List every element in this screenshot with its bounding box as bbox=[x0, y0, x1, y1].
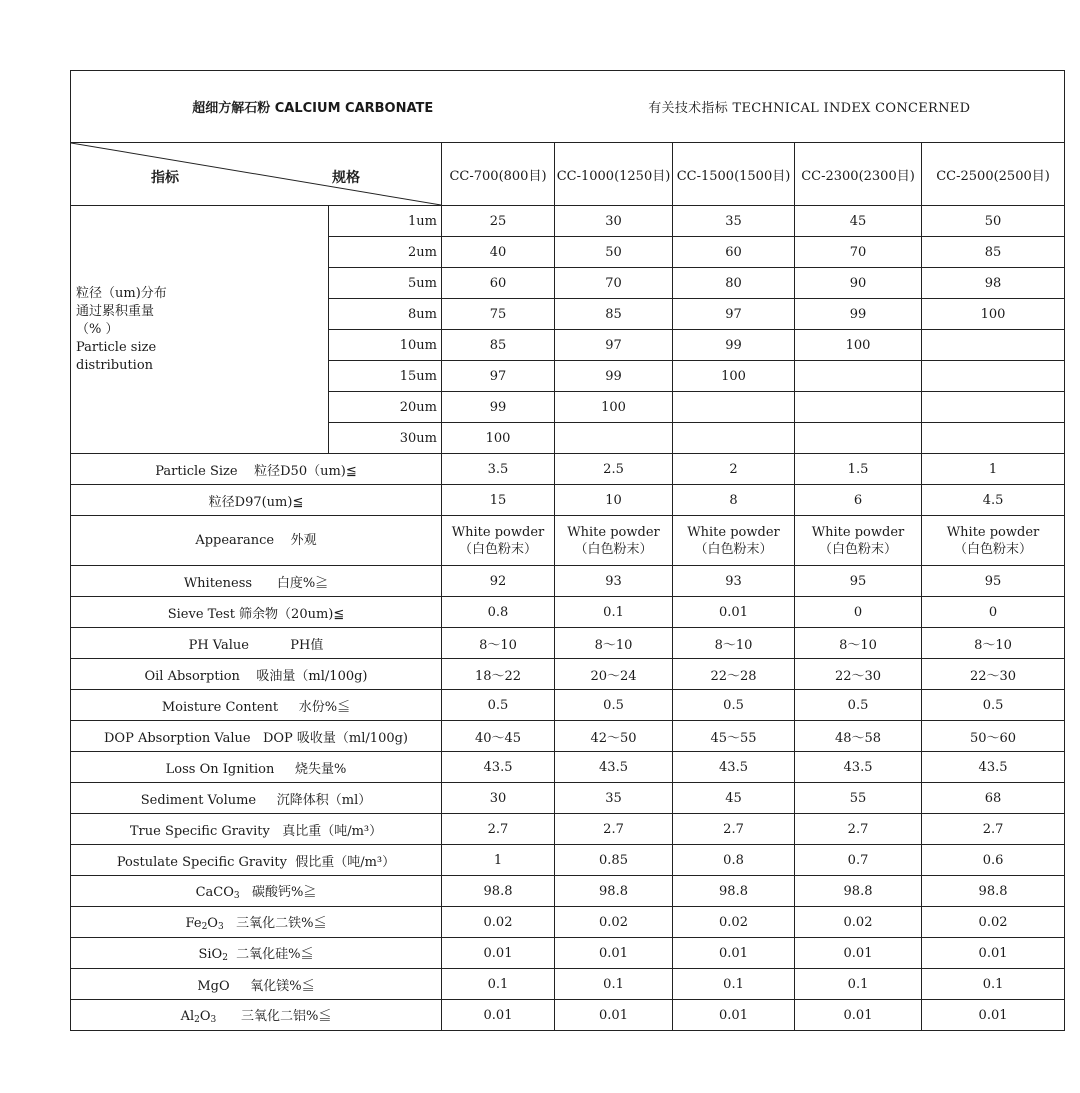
formula-subscript: 3 bbox=[210, 1015, 217, 1025]
value-cell: 75 bbox=[442, 299, 555, 330]
value-cell: 1 bbox=[922, 454, 1065, 485]
property-label: Loss On Ignition 烧失量% bbox=[71, 752, 442, 783]
property-label: True Specific Gravity 真比重（吨/m³） bbox=[71, 814, 442, 845]
property-row bbox=[71, 907, 1065, 938]
value-cell: 8～10 bbox=[673, 628, 795, 659]
value-cell: 0 bbox=[795, 597, 922, 628]
property-label: PH Value PH值 bbox=[71, 628, 442, 659]
formula-subscript: 3 bbox=[217, 922, 224, 932]
value-cell: 4.5 bbox=[922, 485, 1065, 516]
property-label: Postulate Specific Gravity 假比重（吨/m³） bbox=[71, 845, 442, 876]
value-cell: 85 bbox=[922, 237, 1065, 268]
value-cell: 40～45 bbox=[442, 721, 555, 752]
grade-header: CC-1000(1250目) bbox=[555, 143, 673, 206]
property-row bbox=[71, 1000, 1065, 1031]
value-cell: 3.5 bbox=[442, 454, 555, 485]
value-cell: 0.02 bbox=[922, 907, 1065, 938]
value-cell: 2.7 bbox=[442, 814, 555, 845]
value-cell: 42～50 bbox=[555, 721, 673, 752]
value-cell bbox=[555, 423, 673, 454]
value-cell: 0.6 bbox=[922, 845, 1065, 876]
property-row bbox=[71, 597, 1065, 628]
value-cell: 97 bbox=[673, 299, 795, 330]
property-label: MgO 氧化镁%≦ bbox=[71, 969, 442, 1000]
value-cell bbox=[922, 361, 1065, 392]
value-cell: 99 bbox=[795, 299, 922, 330]
value-cell: 97 bbox=[555, 330, 673, 361]
value-cell bbox=[795, 392, 922, 423]
value-cell: 35 bbox=[555, 783, 673, 814]
value-cell: 50 bbox=[555, 237, 673, 268]
property-label: Particle Size 粒径D50（um)≦ bbox=[71, 454, 442, 485]
value-cell: 85 bbox=[555, 299, 673, 330]
property-row bbox=[71, 721, 1065, 752]
value-cell: 0.5 bbox=[673, 690, 795, 721]
value-cell: 0.5 bbox=[555, 690, 673, 721]
value-cell: 90 bbox=[795, 268, 922, 299]
value-cell: 0.5 bbox=[922, 690, 1065, 721]
value-cell: 0.01 bbox=[673, 1000, 795, 1031]
value-cell: 60 bbox=[442, 268, 555, 299]
value-cell: 18～22 bbox=[442, 659, 555, 690]
value-cell: 20～24 bbox=[555, 659, 673, 690]
property-row bbox=[71, 876, 1065, 907]
property-row bbox=[71, 752, 1065, 783]
value-cell: White powder （白色粉末） bbox=[795, 516, 922, 566]
value-cell: 97 bbox=[442, 361, 555, 392]
value-cell: 0.8 bbox=[442, 597, 555, 628]
value-cell: 0.02 bbox=[442, 907, 555, 938]
value-cell: 15 bbox=[442, 485, 555, 516]
spec-header-row bbox=[71, 143, 1065, 206]
particle-size-cell: 15um bbox=[329, 361, 442, 392]
formula-text: O bbox=[207, 916, 218, 931]
value-cell bbox=[673, 423, 795, 454]
property-row bbox=[71, 454, 1065, 485]
value-cell: 43.5 bbox=[922, 752, 1065, 783]
value-cell: 2.7 bbox=[555, 814, 673, 845]
value-cell: 0.02 bbox=[795, 907, 922, 938]
value-cell: 0.01 bbox=[795, 938, 922, 969]
value-cell: 0.01 bbox=[673, 938, 795, 969]
value-cell: 99 bbox=[673, 330, 795, 361]
spec-label: 规格 bbox=[332, 170, 360, 186]
value-cell: 2.7 bbox=[795, 814, 922, 845]
value-cell bbox=[795, 423, 922, 454]
property-row bbox=[71, 845, 1065, 876]
value-cell: 0.5 bbox=[442, 690, 555, 721]
value-cell: 0.01 bbox=[555, 1000, 673, 1031]
particle-size-cell: 10um bbox=[329, 330, 442, 361]
value-cell: 99 bbox=[442, 392, 555, 423]
property-label: Sediment Volume 沉降体积（ml） bbox=[71, 783, 442, 814]
value-cell: 0.01 bbox=[922, 1000, 1065, 1031]
value-cell: 60 bbox=[673, 237, 795, 268]
formula-text: O bbox=[199, 1009, 211, 1024]
value-cell: 43.5 bbox=[673, 752, 795, 783]
value-cell: 25 bbox=[442, 206, 555, 237]
property-label: Appearance 外观 bbox=[71, 516, 442, 566]
particle-size-cell: 5um bbox=[329, 268, 442, 299]
value-cell: 0.01 bbox=[555, 938, 673, 969]
technical-index-table bbox=[70, 70, 1065, 1031]
psd-label-line: distribution bbox=[76, 357, 154, 373]
grade-header: CC-700(800目) bbox=[442, 143, 555, 206]
value-cell: 95 bbox=[795, 566, 922, 597]
value-cell: 40 bbox=[442, 237, 555, 268]
property-label: DOP Absorption Value DOP 吸收量（ml/100g) bbox=[71, 721, 442, 752]
psd-row bbox=[71, 206, 1065, 237]
value-cell bbox=[922, 330, 1065, 361]
title-row bbox=[71, 71, 1065, 143]
diagonal-line bbox=[71, 143, 441, 205]
grade-header: CC-1500(1500目) bbox=[673, 143, 795, 206]
value-cell: 0.01 bbox=[442, 1000, 555, 1031]
value-cell: 98.8 bbox=[555, 876, 673, 907]
property-row bbox=[71, 814, 1065, 845]
value-cell: 1.5 bbox=[795, 454, 922, 485]
property-label bbox=[71, 1000, 442, 1031]
property-label bbox=[71, 938, 442, 969]
particle-size-cell: 20um bbox=[329, 392, 442, 423]
property-label: Oil Absorption 吸油量（ml/100g) bbox=[71, 659, 442, 690]
value-cell: 50 bbox=[922, 206, 1065, 237]
property-row bbox=[71, 566, 1065, 597]
value-cell bbox=[673, 392, 795, 423]
value-cell: 2.5 bbox=[555, 454, 673, 485]
property-row bbox=[71, 969, 1065, 1000]
value-cell: 35 bbox=[673, 206, 795, 237]
value-cell: 0.5 bbox=[795, 690, 922, 721]
value-cell: White powder （白色粉末） bbox=[673, 516, 795, 566]
value-cell: 68 bbox=[922, 783, 1065, 814]
particle-size-cell: 30um bbox=[329, 423, 442, 454]
value-cell: 0.1 bbox=[555, 597, 673, 628]
property-row bbox=[71, 485, 1065, 516]
psd-label-line: （% ） bbox=[76, 321, 119, 337]
value-cell: 30 bbox=[442, 783, 555, 814]
value-cell: 0.02 bbox=[673, 907, 795, 938]
value-cell: 80 bbox=[673, 268, 795, 299]
value-cell: 50～60 bbox=[922, 721, 1065, 752]
formula-text: 二氧化硅%≦ bbox=[227, 947, 314, 962]
property-label: Sieve Test 筛余物（20um)≦ bbox=[71, 597, 442, 628]
value-cell: 55 bbox=[795, 783, 922, 814]
value-cell: 2.7 bbox=[673, 814, 795, 845]
value-cell: 100 bbox=[442, 423, 555, 454]
value-cell bbox=[922, 423, 1065, 454]
value-cell: 6 bbox=[795, 485, 922, 516]
psd-label-line: 粒径（um)分布 bbox=[76, 285, 167, 301]
grade-header: CC-2300(2300目) bbox=[795, 143, 922, 206]
formula-text: CaCO bbox=[195, 885, 234, 900]
value-cell: 0.1 bbox=[442, 969, 555, 1000]
property-label bbox=[71, 907, 442, 938]
value-cell: 30 bbox=[555, 206, 673, 237]
value-cell: 70 bbox=[555, 268, 673, 299]
value-cell: 0.01 bbox=[442, 938, 555, 969]
value-cell: 0.01 bbox=[673, 597, 795, 628]
value-cell: 0 bbox=[922, 597, 1065, 628]
value-cell: 100 bbox=[555, 392, 673, 423]
value-cell: 99 bbox=[555, 361, 673, 392]
formula-subscript: 2 bbox=[222, 953, 228, 963]
value-cell: 22～30 bbox=[795, 659, 922, 690]
value-cell: 0.85 bbox=[555, 845, 673, 876]
value-cell: White powder （白色粉末） bbox=[555, 516, 673, 566]
value-cell: 8～10 bbox=[795, 628, 922, 659]
value-cell bbox=[922, 392, 1065, 423]
property-label: Whiteness 白度%≧ bbox=[71, 566, 442, 597]
value-cell: 92 bbox=[442, 566, 555, 597]
value-cell: 70 bbox=[795, 237, 922, 268]
value-cell: 0.01 bbox=[795, 1000, 922, 1031]
value-cell: 98.8 bbox=[442, 876, 555, 907]
value-cell: 43.5 bbox=[795, 752, 922, 783]
property-row bbox=[71, 938, 1065, 969]
value-cell: 10 bbox=[555, 485, 673, 516]
value-cell: 0.8 bbox=[673, 845, 795, 876]
value-cell: 85 bbox=[442, 330, 555, 361]
value-cell: 45 bbox=[795, 206, 922, 237]
value-cell: 45～55 bbox=[673, 721, 795, 752]
property-label bbox=[71, 876, 442, 907]
value-cell: 100 bbox=[795, 330, 922, 361]
value-cell: 8 bbox=[673, 485, 795, 516]
particle-size-cell: 8um bbox=[329, 299, 442, 330]
property-row bbox=[71, 659, 1065, 690]
value-cell: 0.02 bbox=[555, 907, 673, 938]
section-title: 有关技术指标 TECHNICAL INDEX CONCERNED bbox=[555, 71, 1065, 143]
value-cell: 43.5 bbox=[442, 752, 555, 783]
value-cell: 100 bbox=[673, 361, 795, 392]
formula-text: 三氧化二铁%≦ bbox=[223, 916, 327, 931]
value-cell: 0.1 bbox=[673, 969, 795, 1000]
formula-subscript: 3 bbox=[233, 891, 240, 901]
value-cell: 1 bbox=[442, 845, 555, 876]
particle-size-cell: 1um bbox=[329, 206, 442, 237]
value-cell: 98.8 bbox=[922, 876, 1065, 907]
value-cell: 0.1 bbox=[795, 969, 922, 1000]
value-cell: 93 bbox=[555, 566, 673, 597]
property-label: 粒径D97(um)≦ bbox=[71, 485, 442, 516]
value-cell: 22～30 bbox=[922, 659, 1065, 690]
value-cell: 93 bbox=[673, 566, 795, 597]
value-cell: 0.1 bbox=[922, 969, 1065, 1000]
value-cell: White powder （白色粉末） bbox=[442, 516, 555, 566]
psd-label-line: Particle size bbox=[76, 339, 157, 355]
value-cell: 22～28 bbox=[673, 659, 795, 690]
formula-subscript: 2 bbox=[194, 1015, 200, 1025]
value-cell: White powder （白色粉末） bbox=[922, 516, 1065, 566]
formula-subscript: 2 bbox=[201, 922, 208, 932]
value-cell: 2.7 bbox=[922, 814, 1065, 845]
value-cell: 45 bbox=[673, 783, 795, 814]
value-cell: 98.8 bbox=[673, 876, 795, 907]
value-cell: 0.7 bbox=[795, 845, 922, 876]
particle-size-cell: 2um bbox=[329, 237, 442, 268]
psd-label bbox=[71, 206, 329, 454]
value-cell: 8～10 bbox=[442, 628, 555, 659]
formula-text: 碳酸钙%≧ bbox=[239, 885, 317, 900]
product-title: 超细方解石粉 CALCIUM CARBONATE bbox=[71, 71, 555, 143]
value-cell: 0.01 bbox=[922, 938, 1065, 969]
formula-text: Al bbox=[180, 1009, 195, 1024]
value-cell: 2 bbox=[673, 454, 795, 485]
value-cell: 98 bbox=[922, 268, 1065, 299]
diagonal-header-cell bbox=[71, 143, 442, 206]
formula-text: SiO bbox=[198, 947, 223, 962]
value-cell: 43.5 bbox=[555, 752, 673, 783]
formula-text: Fe bbox=[185, 916, 202, 931]
value-cell bbox=[795, 361, 922, 392]
value-cell: 48～58 bbox=[795, 721, 922, 752]
grade-header: CC-2500(2500目) bbox=[922, 143, 1065, 206]
value-cell: 8～10 bbox=[922, 628, 1065, 659]
value-cell: 8～10 bbox=[555, 628, 673, 659]
psd-label-line: 通过累积重量 bbox=[76, 303, 155, 319]
property-row bbox=[71, 690, 1065, 721]
index-label: 指标 bbox=[151, 170, 179, 186]
property-row bbox=[71, 783, 1065, 814]
formula-text: 三氧化二铝%≦ bbox=[216, 1009, 332, 1024]
property-label: Moisture Content 水份%≦ bbox=[71, 690, 442, 721]
value-cell: 98.8 bbox=[795, 876, 922, 907]
value-cell: 95 bbox=[922, 566, 1065, 597]
property-row bbox=[71, 628, 1065, 659]
value-cell: 0.1 bbox=[555, 969, 673, 1000]
property-row bbox=[71, 516, 1065, 566]
value-cell: 100 bbox=[922, 299, 1065, 330]
